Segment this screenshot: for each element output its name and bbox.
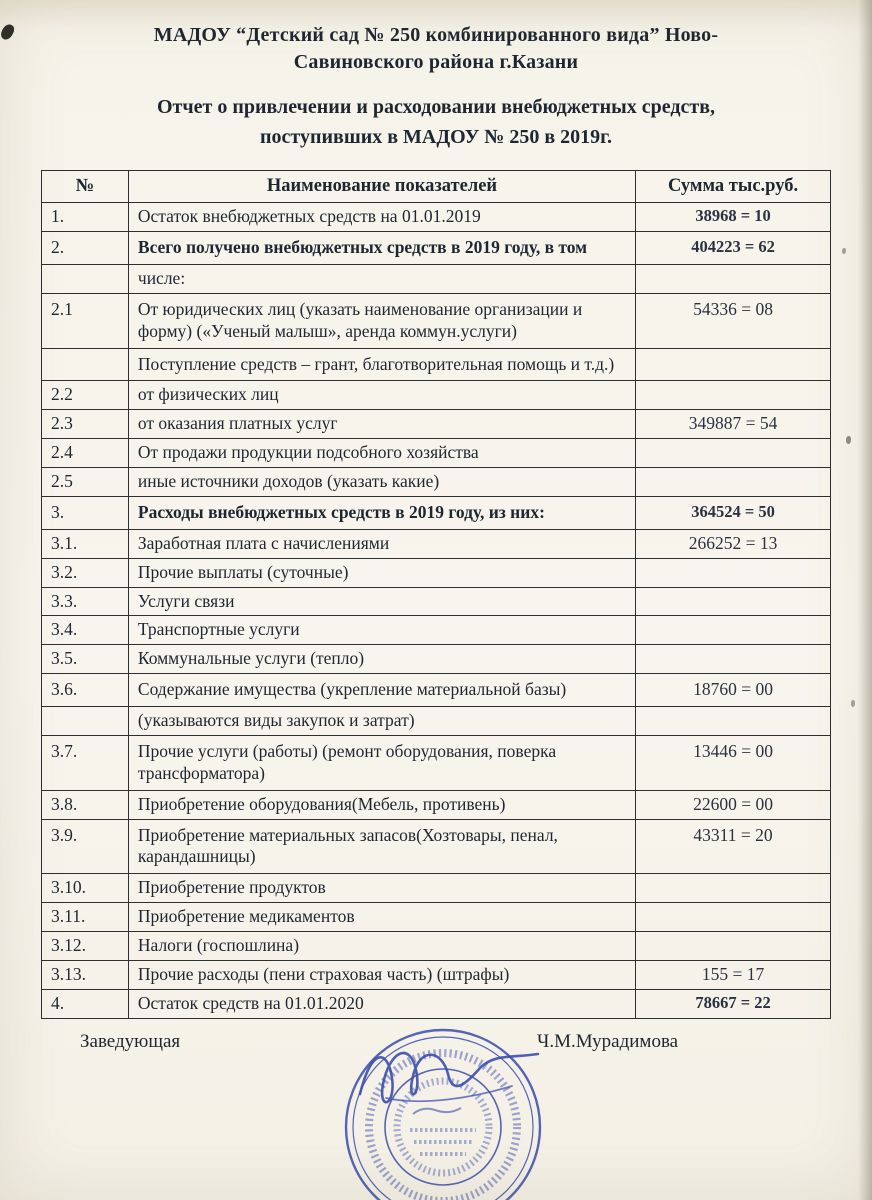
row-indicator-name: Коммунальные услуги (тепло)	[128, 645, 635, 674]
row-indicator-name: От продажи продукции подсобного хозяйства	[128, 439, 635, 468]
table-row	[42, 232, 831, 265]
row-num: 3.10.	[42, 874, 129, 903]
row-indicator-name: Налоги (госпошлина)	[128, 932, 635, 961]
row-num: 2.4	[42, 439, 129, 468]
row-num: 3.13.	[42, 960, 129, 989]
row-num: 3.12.	[42, 932, 129, 961]
table-row	[42, 674, 831, 707]
row-num: 2.2	[42, 381, 129, 410]
header-row	[42, 171, 831, 203]
table-row	[42, 203, 831, 232]
row-indicator-name: Остаток средств на 01.01.2020	[128, 989, 635, 1018]
table-row	[42, 381, 831, 410]
row-indicator-name: Прочие услуги (работы) (ремонт оборудования, поверка трансформатора)	[128, 735, 635, 790]
row-num: 3.8.	[42, 790, 129, 819]
scan-speck	[851, 700, 855, 707]
row-sum-value: 364524 = 50	[636, 496, 831, 529]
table-row	[42, 439, 831, 468]
row-sum-value	[636, 381, 831, 410]
table-row	[42, 293, 831, 348]
row-num: 4.	[42, 989, 129, 1018]
row-sum-value	[636, 707, 831, 736]
position-label: Заведующая	[80, 1030, 181, 1052]
table-row	[42, 735, 831, 790]
document-subtitle: Отчет о привлечении и расходовании внебюджетных средств, поступивших в МАДОУ № 250 в 2019г.	[156, 96, 716, 148]
table-row	[42, 529, 831, 558]
row-sum-value	[636, 645, 831, 674]
row-sum-value: 43311 = 20	[636, 819, 831, 874]
row-num: 3.9.	[42, 819, 129, 874]
table-row	[42, 348, 831, 381]
table-row	[42, 790, 831, 819]
row-indicator-name: Приобретение оборудования(Мебель, противень)	[128, 790, 635, 819]
row-indicator-name: числе:	[128, 264, 635, 293]
row-num: 3.6.	[42, 674, 129, 707]
row-sum-value	[636, 439, 831, 468]
col-header-name: Наименование показателей	[128, 171, 635, 203]
row-sum-value	[636, 616, 831, 645]
document-title: МАДОУ “Детский сад № 250 комбинированного вида” Ново-Савиновского района г.Казани	[153, 24, 719, 73]
row-sum-value: 155 = 17	[636, 960, 831, 989]
row-indicator-name: Прочие выплаты (суточные)	[128, 558, 635, 587]
row-sum-value: 38968 = 10	[636, 203, 831, 232]
row-sum-value	[636, 903, 831, 932]
row-num: 3.11.	[42, 903, 129, 932]
row-num: 3.4.	[42, 616, 129, 645]
row-indicator-name: Услуги связи	[128, 587, 635, 616]
row-num: 2.3	[42, 410, 129, 439]
row-num: 3.3.	[42, 587, 129, 616]
scan-speck	[0, 22, 16, 41]
table-row	[42, 819, 831, 874]
row-sum-value: 349887 = 54	[636, 410, 831, 439]
row-indicator-name: Содержание имущества (укрепление материальной базы)	[128, 674, 635, 707]
table-row	[42, 558, 831, 587]
row-sum-value: 266252 = 13	[636, 529, 831, 558]
row-num: 3.	[42, 496, 129, 529]
row-sum-value: 18760 = 00	[636, 674, 831, 707]
table-row	[42, 587, 831, 616]
row-num: 3.1.	[42, 529, 129, 558]
row-num: 3.2.	[42, 558, 129, 587]
row-sum-value	[636, 264, 831, 293]
row-num: 3.7.	[42, 735, 129, 790]
row-indicator-name: от оказания платных услуг	[128, 410, 635, 439]
row-sum-value: 54336 = 08	[636, 293, 831, 348]
row-indicator-name: Заработная плата с начислениями	[128, 529, 635, 558]
row-num	[42, 707, 129, 736]
row-indicator-name: Остаток внебюджетных средств на 01.01.2019	[128, 203, 635, 232]
row-num	[42, 264, 129, 293]
row-indicator-name: Поступление средств – грант, благотворительная помощь и т.д.)	[128, 348, 635, 381]
report-table-header	[42, 171, 831, 203]
report-table	[41, 170, 831, 1019]
table-row	[42, 468, 831, 497]
row-indicator-name: от физических лиц	[128, 381, 635, 410]
row-sum-value	[636, 468, 831, 497]
table-row	[42, 645, 831, 674]
scan-speck	[846, 436, 851, 444]
row-sum-value: 78667 = 22	[636, 989, 831, 1018]
row-sum-value: 22600 = 00	[636, 790, 831, 819]
report-table-body	[42, 203, 831, 1019]
row-sum-value: 404223 = 62	[636, 232, 831, 265]
table-row	[42, 264, 831, 293]
signature-block	[0, 1029, 872, 1063]
table-row	[42, 707, 831, 736]
row-indicator-name: От юридических лиц (указать наименование организации и форму) («Ученый малыш», аренда коммун.услуги)	[128, 293, 635, 348]
row-indicator-name: (указываются виды закупок и затрат)	[128, 707, 635, 736]
table-row	[42, 410, 831, 439]
row-indicator-name: Транспортные услуги	[128, 616, 635, 645]
row-indicator-name: Расходы внебюджетных средств в 2019 году, из них:	[128, 496, 635, 529]
scan-speck	[842, 248, 846, 254]
row-num: 1.	[42, 203, 129, 232]
table-row	[42, 932, 831, 961]
row-indicator-name: Приобретение материальных запасов(Хозтовары, пенал, карандашницы)	[128, 819, 635, 874]
table-row	[42, 960, 831, 989]
scan-edge-shadow	[858, 0, 872, 1200]
table-row	[42, 903, 831, 932]
row-num: 2.1	[42, 293, 129, 348]
row-indicator-name: Прочие расходы (пени страховая часть) (штрафы)	[128, 960, 635, 989]
row-indicator-name: Приобретение медикаментов	[128, 903, 635, 932]
row-sum-value: 13446 = 00	[636, 735, 831, 790]
table-row	[42, 616, 831, 645]
row-sum-value	[636, 558, 831, 587]
row-num	[42, 348, 129, 381]
row-indicator-name: Всего получено внебюджетных средств в 2019 году, в том	[128, 232, 635, 265]
row-num: 2.5	[42, 468, 129, 497]
col-header-num: №	[42, 171, 129, 203]
row-sum-value	[636, 932, 831, 961]
table-row	[42, 874, 831, 903]
row-indicator-name: Приобретение продуктов	[128, 874, 635, 903]
signatory-name: Ч.М.Мурадимова	[537, 1030, 679, 1052]
row-sum-value	[636, 874, 831, 903]
row-indicator-name: иные источники доходов (указать какие)	[128, 468, 635, 497]
row-num: 2.	[42, 232, 129, 265]
col-header-sum: Сумма тыс.руб.	[636, 171, 831, 203]
table-row	[42, 989, 831, 1018]
row-num: 3.5.	[42, 645, 129, 674]
row-sum-value	[636, 587, 831, 616]
table-row	[42, 496, 831, 529]
row-sum-value	[636, 348, 831, 381]
